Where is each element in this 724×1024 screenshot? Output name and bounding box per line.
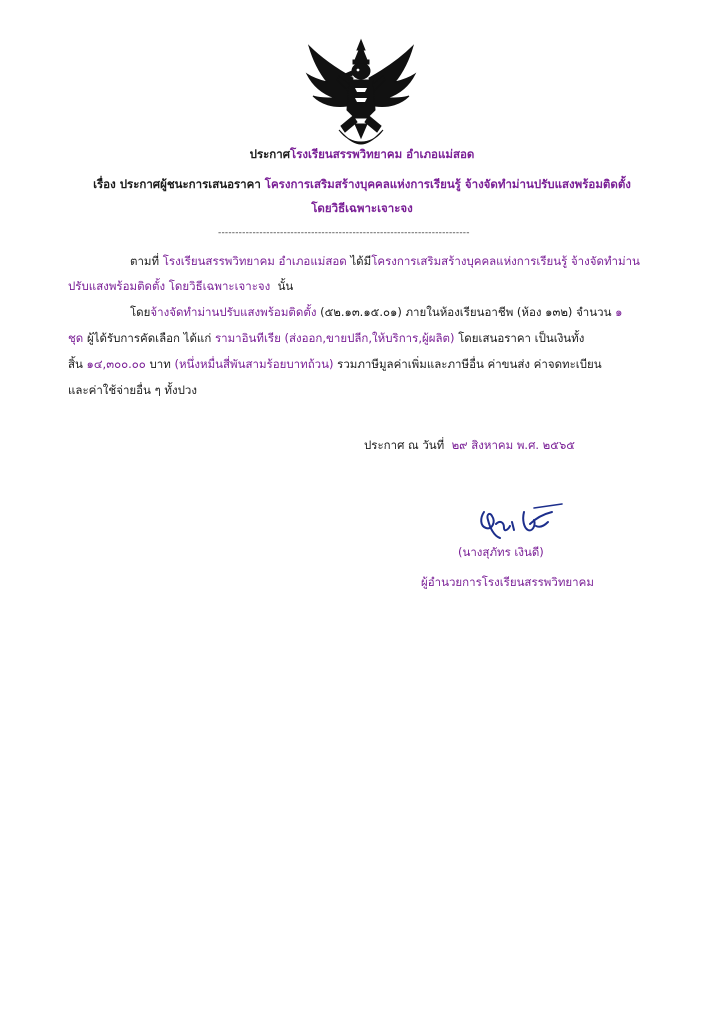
p1-school: โรงเรียนสรรพวิทยาคม — [162, 254, 275, 268]
garuda-emblem-icon — [305, 38, 417, 148]
announce-date: ๒๙ สิงหาคม พ.ศ. ๒๕๖๕ — [451, 438, 575, 452]
p2-selected: ผู้ได้รับการคัดเลือก ได้แก่ — [86, 331, 212, 345]
p1-item: จ้างจัดทำม่าน — [570, 254, 640, 268]
p1-project: โครงการเสริมสร้างบุคคลแห่งการเรียนรู้ — [371, 254, 568, 268]
p2-baht: บาท — [149, 357, 171, 371]
p1-item-cont: ปรับแสงพร้อมติดตั้ง — [68, 279, 166, 293]
p2-vat: รวมภาษีมูลค่าเพิ่มและภาษีอื่น ค่าขนส่ง ค่าจดทะเบียน — [337, 357, 602, 371]
p1-method: โดยวิธีเฉพาะเจาะจง — [168, 279, 271, 293]
subject-prefix: ประกาศผู้ชนะการเสนอราคา — [119, 177, 261, 191]
divider: ------------------------------------------------------------------------- — [218, 228, 470, 238]
announcement-subject — [0, 176, 724, 192]
p2-amount-words: (หนึ่งหมื่นสี่พันสามร้อยบาทถ้วน) — [174, 357, 334, 371]
p2-item: จ้างจัดทำม่านปรับแสงพร้อมติดตั้ง — [150, 305, 317, 319]
paragraph-2-line-4: และค่าใช้จ่ายอื่น ๆ ทั้งปวง — [68, 383, 197, 397]
p2-vendor: รามาอินทีเรีย (ส่งออก,ขายปลีก,ให้บริการ,ผู้ผลิต) — [214, 331, 455, 345]
title-prefix: ประกาศ — [249, 147, 291, 161]
announce-label: ประกาศ ณ วันที่ — [364, 438, 445, 452]
subject-project: โครงการเสริมสร้างบุคคลแห่งการเรียนรู้ — [264, 177, 461, 191]
title-district: อำเภอแม่สอด — [406, 147, 475, 161]
signature-image — [474, 502, 566, 542]
p1-intro: ตามที่ — [130, 254, 160, 268]
announcement-title — [0, 146, 724, 162]
title-school: โรงเรียนสรรพวิทยาคม — [290, 147, 403, 161]
subject-label: เรื่อง — [93, 177, 116, 191]
p2-unit: ชุด — [68, 331, 84, 345]
p2-intro: โดย — [130, 305, 151, 319]
p2-total-label: สิ้น — [68, 357, 83, 371]
p1-district: อำเภอแม่สอด — [278, 254, 347, 268]
signatory-position: ผู้อำนวยการโรงเรียนสรรพวิทยาคม — [421, 575, 594, 589]
subject-method: โดยวิธีเฉพาะเจาะจง — [311, 201, 413, 215]
announce-date-line — [364, 437, 575, 453]
p2-amount: ๑๔,๓๐๐.๐๐ — [86, 357, 146, 371]
p2-qty: ๑ — [615, 305, 623, 319]
p2-offer: โดยเสนอราคา เป็นเงินทั้ง — [458, 331, 585, 345]
subject-item: จ้างจัดทำม่านปรับแสงพร้อมติดตั้ง — [464, 177, 631, 191]
paragraph-2-line-3 — [68, 356, 602, 372]
p1-end: นั้น — [277, 279, 294, 293]
paragraph-2-line-2 — [68, 330, 584, 346]
p1-has: ได้มี — [350, 254, 372, 268]
p2-qty-label: จำนวน — [576, 305, 612, 319]
paragraph-1-line-2 — [68, 278, 293, 294]
paragraph-1-line-1 — [130, 253, 640, 269]
signatory-name: (นางสุภัทร เงินดี) — [458, 545, 544, 559]
p2-spec: (๕๒.๑๓.๑๕.๐๑) ภายในห้องเรียนอาชีพ (ห้อง ๑๓๒) — [320, 305, 573, 319]
paragraph-2-line-1 — [130, 304, 622, 320]
